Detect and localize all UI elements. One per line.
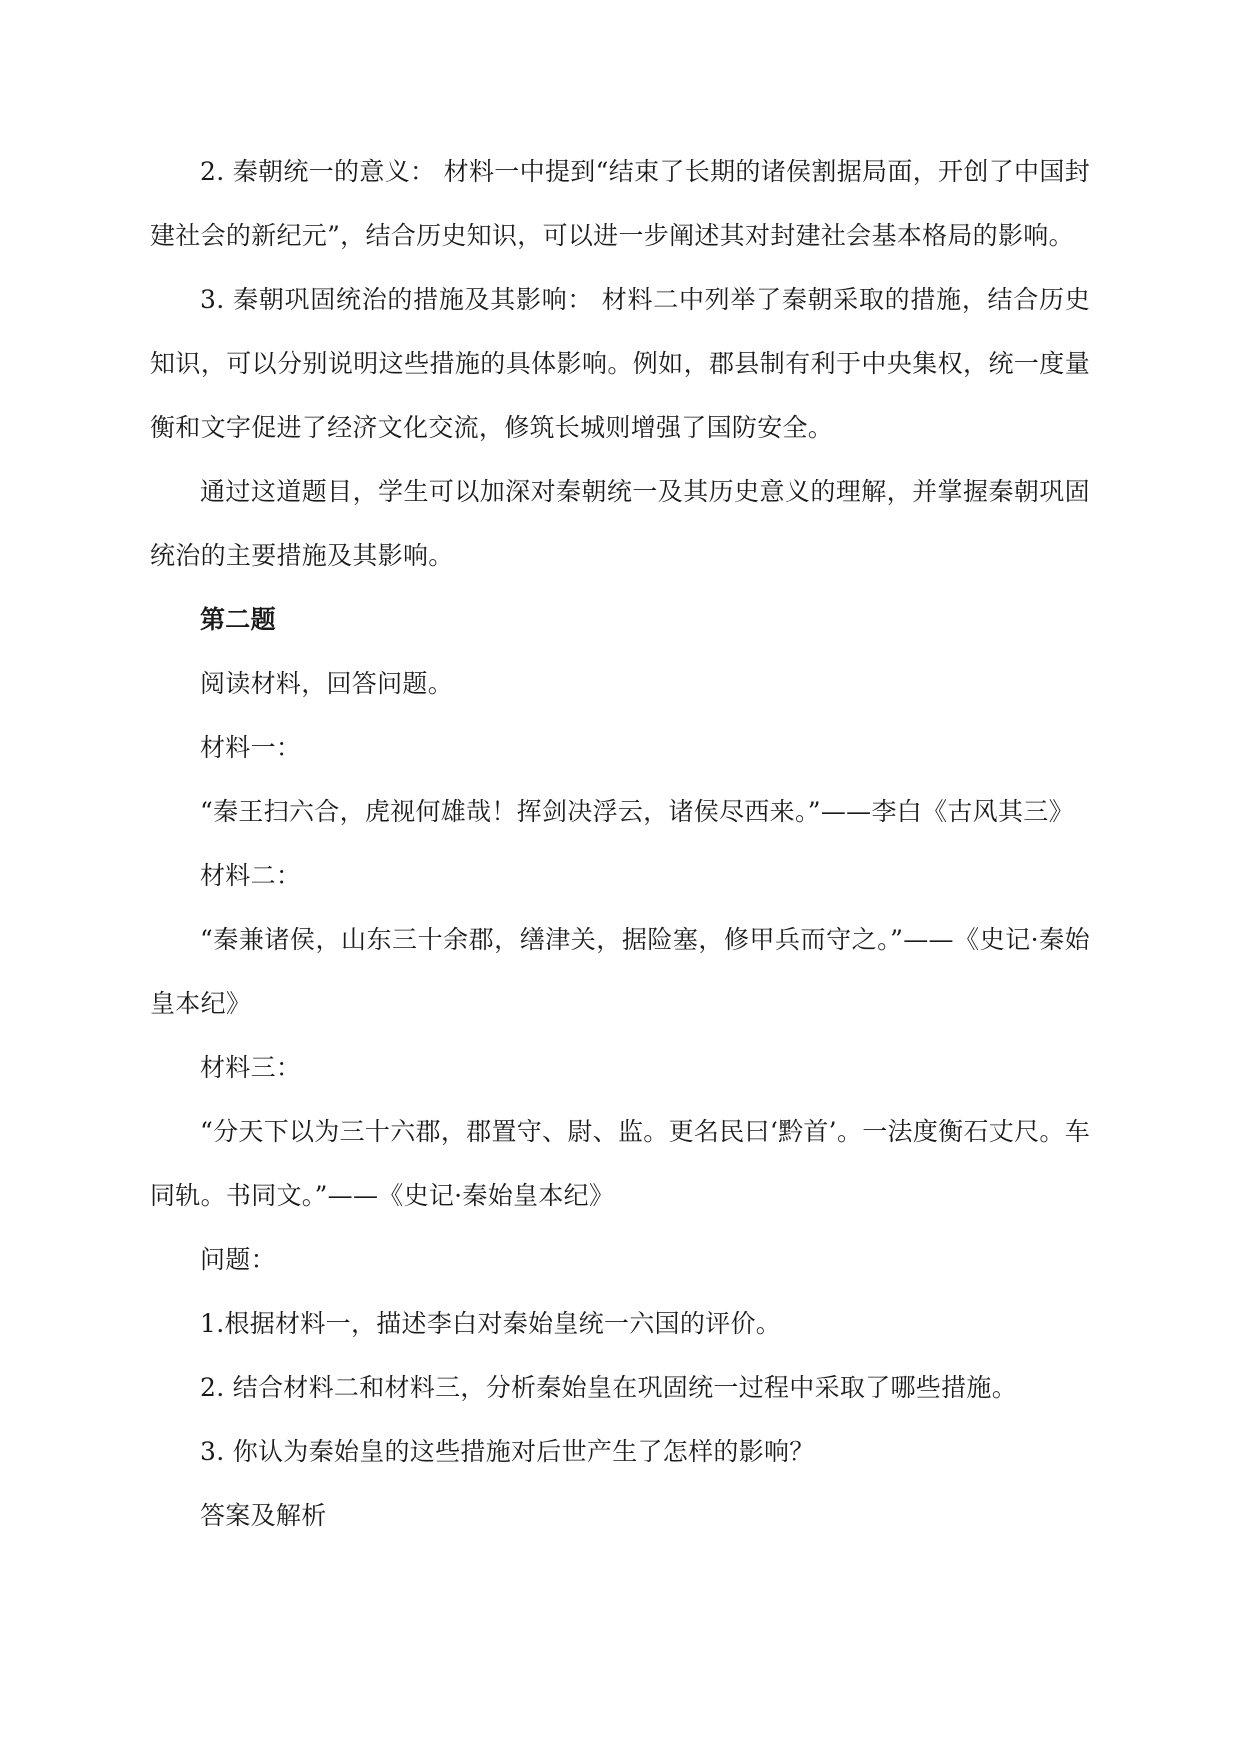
material-2-label: 材料二：: [200, 861, 302, 890]
analysis-summary: 通过这道题目，学生可以加深对秦朝统一及其历史意义的理解，并掌握秦朝巩固统治的主要措施及其影响。: [150, 477, 1090, 570]
material-3-text: “分天下以为三十六郡，郡置守、尉、监。更名民曰‘黔首’。一法度衡石丈尺。车同轨。书同文。”——《史记·秦始皇本纪》: [150, 1117, 1090, 1210]
question-instruction: 阅读材料，回答问题。: [200, 669, 454, 698]
questions-label: 问题：: [200, 1245, 276, 1274]
question-item-1: 1.根据材料一，描述李白对秦始皇统一六国的评价。: [200, 1309, 782, 1338]
analysis-point-2: 2. 秦朝统一的意义： 材料一中提到“结束了长期的诸侯割据局面，开创了中国封建社会的新纪元”，结合历史知识，可以进一步阐述其对封建社会基本格局的影响。: [150, 157, 1090, 250]
question-item-2: 2. 结合材料二和材料三，分析秦始皇在巩固统一过程中采取了哪些措施。: [200, 1373, 1018, 1402]
document-page: [150, 140, 1090, 1548]
material-3-label: 材料三：: [200, 1053, 302, 1082]
material-1-text: “秦王扫六合，虎视何雄哉！挥剑决浮云，诸侯尽西来。”——李白《古风其三》: [200, 797, 1074, 826]
answer-label: 答案及解析: [200, 1501, 327, 1530]
analysis-point-3: 3. 秦朝巩固统治的措施及其影响： 材料二中列举了秦朝采取的措施，结合历史知识，可以分别说明这些措施的具体影响。例如，郡县制有利于中央集权，统一度量衡和文字促进了经济文化交流，修筑长城则增强了国防安全。: [150, 285, 1090, 442]
material-1-label: 材料一：: [200, 733, 302, 762]
question-title: 第二题: [200, 605, 276, 634]
question-item-3: 3. 你认为秦始皇的这些措施对后世产生了怎样的影响？: [200, 1437, 815, 1466]
material-2-text: “秦兼诸侯，山东三十余郡，缮津关，据险塞，修甲兵而守之。”——《史记·秦始皇本纪》: [150, 925, 1090, 1018]
